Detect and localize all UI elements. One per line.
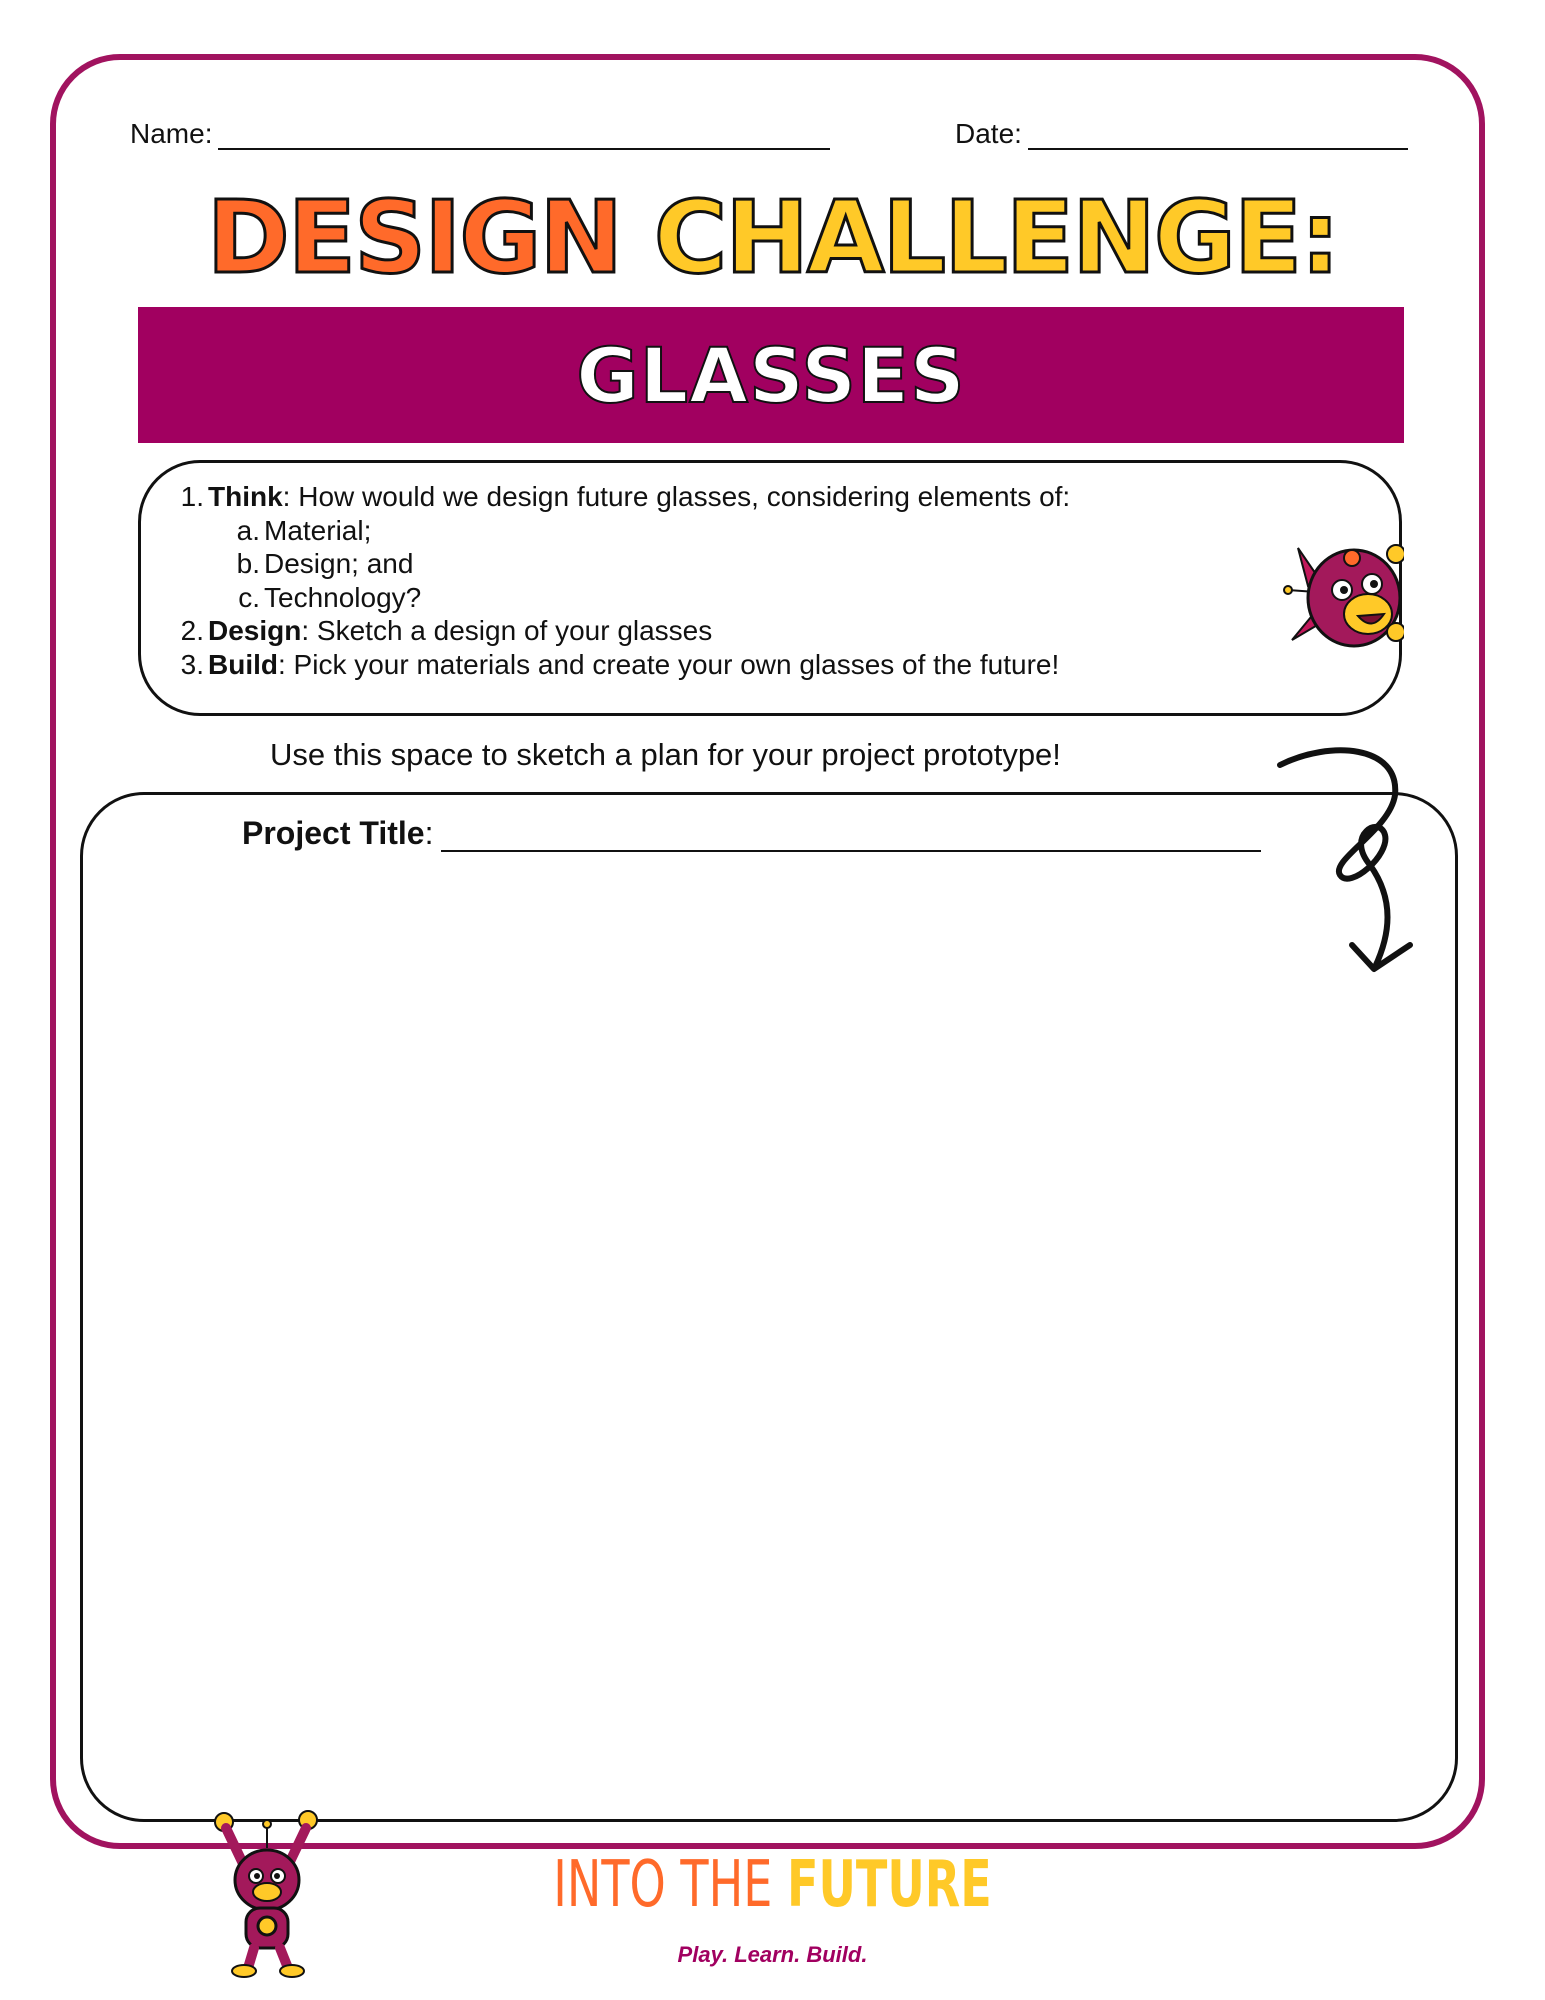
topic-text: GLASSES [576, 330, 966, 420]
title-word-challenge: CHALLENGE: [653, 179, 1339, 296]
date-input-line[interactable] [1028, 118, 1408, 150]
mascot-peek-icon [1280, 528, 1404, 648]
name-label: Name: [130, 118, 213, 149]
sketch-caption: Use this space to sketch a plan for your project prototype! [270, 737, 1061, 772]
title-word-design: DESIGN [206, 179, 622, 296]
page-title [0, 179, 1545, 296]
date-field[interactable] [955, 118, 1408, 150]
project-title-field[interactable]: Project Title : [242, 815, 1261, 852]
topic-banner [138, 307, 1404, 443]
brand-logo [216, 1848, 1328, 1922]
project-title-label: Project Title [242, 815, 425, 851]
brand-part-future: FUTURE [786, 1848, 992, 1922]
instruction-item: 3. Build : Pick your materials and create your own glasses of the future! [180, 648, 1060, 680]
project-title-input-line[interactable] [441, 816, 1261, 852]
instruction-subitem: a. Material; [236, 514, 372, 546]
instruction-item: 1. Think : How would we design future glasses, considering elements of: [180, 481, 1071, 512]
sketch-area[interactable] [80, 792, 1458, 1822]
instruction-subitem: c. Technology? [238, 581, 422, 613]
instruction-item: 2. Design : Sketch a design of your glasses [180, 615, 713, 646]
date-label: Date: [955, 118, 1022, 149]
name-input-line[interactable] [218, 118, 830, 150]
brand-part-into-the: INTO THE [553, 1848, 787, 1922]
name-field[interactable] [130, 118, 830, 150]
instruction-subitem: b. Design; and [236, 548, 414, 579]
brand-tagline: Play. Learn. Build. [677, 1942, 868, 1967]
instructions-list [170, 480, 1070, 681]
